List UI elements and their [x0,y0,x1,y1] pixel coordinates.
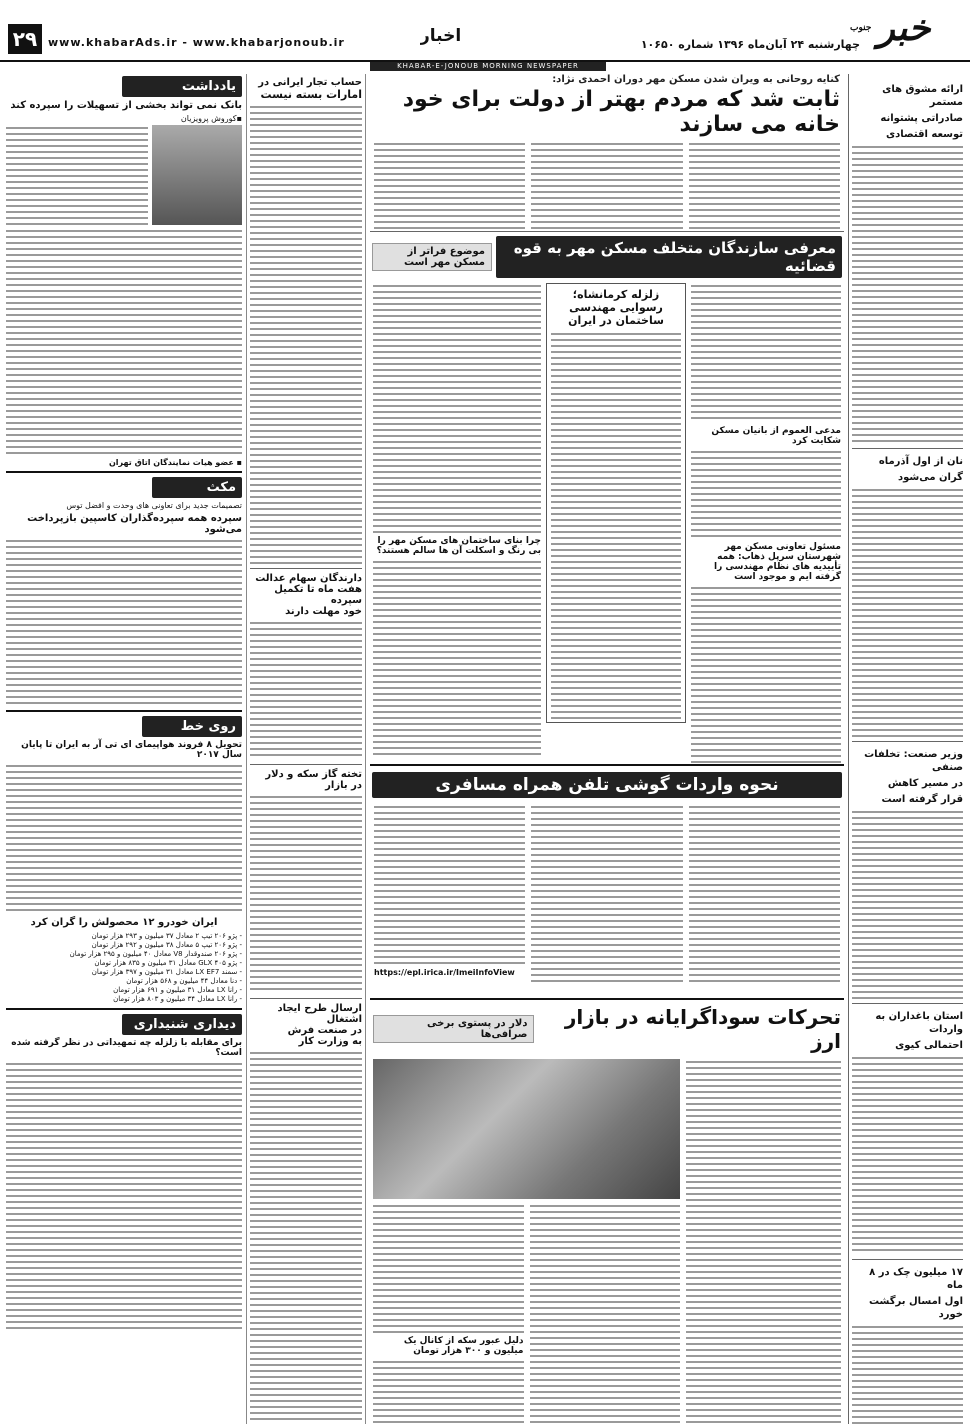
article-text [374,804,525,968]
article-text [6,1061,242,1331]
article-text [373,283,541,533]
mehr-story [370,234,844,766]
right-headline-8: قرار گرفته است [881,794,963,805]
maks-label: مکث [152,477,242,498]
logo-text: خبر [877,7,931,49]
right-headline-1: ارائه مشوق های مستمر [882,84,963,108]
article-text [373,1203,524,1333]
section-title: اخبار [420,26,462,46]
yaddasht-label: یادداشت [122,76,242,97]
masthead-english: KHABAR-E-JONOUB MORNING NEWSPAPER [370,62,606,71]
mehr-tag: موضوع فراتر از مسکن مهر است [372,243,492,271]
maks-title: سپرده همه سپرده‌گذاران کاسپین بازپرداخت می‌شود [27,513,242,535]
price-item: - رانا LX معادل ۳۴ میلیون و ۸۰۳ هزار تومان [113,995,242,1003]
phone-story [370,770,844,1000]
article-text [689,141,840,232]
mehr-sub-2: مسئول تعاونی مسکن مهر شهرستان سرپل ذهاب: همه تأییدیه های نظام مهندسی را گرفته ایم و موجود است [714,542,841,582]
article-text [250,1050,362,1424]
article-text [373,559,541,759]
mid-title-1: حساب تجار ایرانی در [258,77,362,88]
page-number: ۲۹ [8,24,42,54]
rookhat-label: روی خط [142,716,242,737]
price-item: - دنا معادل ۴۴ میلیون و ۵۶۸ هزار تومان [126,977,242,985]
mid-title-8: ارسال طرح ایجاد اشتغال [277,1003,362,1025]
mehr-sub-3: چرا بنای ساختمان های مسکن مهر را بی رنگ و اسکلت آن ها سالم هستند؟ [376,536,541,556]
forex-story [370,1002,844,1424]
mehr-banner: معرفی سازندگان متخلف مسکن مهر به قوه قضائیه [496,236,842,278]
yaddasht-title: بانک نمی تواند بخشی از تسهیلات را سپرده کند [10,100,242,111]
right-headline-11: احتمالی کیوی [895,1040,963,1051]
right-headline-6: وزیر صنعت: تخلفات صنفی [864,749,963,773]
author-photo [152,125,242,225]
price-item: - رانا LX معادل ۳۱ میلیون و ۶۹۱ هزار تومان [113,986,242,994]
article-text [374,141,525,232]
right-headline-13: اول امسال برگشت خورد [868,1296,963,1320]
article-text [531,804,682,984]
right-column [848,74,966,1424]
article-text [852,487,963,737]
article-text [531,141,682,232]
mid-title-2: امارات بسته نیست [260,88,362,101]
mid-title-7: در بازار [325,780,362,791]
article-text [689,804,840,984]
price-list [6,932,242,1004]
website-url[interactable]: www.khabarAds.ir - www.khabarjonoub.ir [48,36,345,49]
yaddasht-author: ▪کوروش پرویزیان [180,114,242,123]
didari-label: دیداری شنیداری [122,1014,242,1035]
mid-title-4: هفت ماه تا تکمیل سپرده [274,584,362,606]
middle-column [246,74,366,1424]
forex-tag: دلار در پستوی برخی صرافی‌ها [373,1015,534,1043]
article-text [852,1055,963,1255]
right-headline-12: ۱۷ میلیون چک در ۸ ماه [869,1267,963,1291]
price-item: - پژو ۲۰۶ صندوقدار V8 معادل ۴۰ میلیون و ۲۹۵ هزار تومان [69,950,242,958]
dateline: چهارشنبه ۲۴ آبان‌ماه ۱۳۹۶ شماره ۱۰۶۵۰ [640,38,860,51]
lead-kicker: کنایه روحانی به ویران شدن مسکن مهر دوران احمدی نژاد: [552,74,840,85]
mid-title-9: در صنعت فرش [287,1025,362,1036]
article-text [852,809,963,999]
masthead [0,0,970,62]
yaddasht-signoff: ▪ عضو هیات نمایندگان اتاق تهران [108,458,242,467]
article-text [250,104,362,564]
phone-url[interactable]: https://epl.irica.ir/ImeiInfoView [374,968,515,977]
currency-photo [373,1059,680,1199]
article-text [373,1359,524,1424]
article-text [691,283,841,423]
newspaper-logo [846,4,962,54]
price-item: - پژو ۴۰۵ GLX معادل ۳۱ میلیون و ۸۳۵ هزار تومان [94,959,242,967]
lead-story [370,72,844,232]
mid-title-10: به وزارت کار [298,1036,362,1047]
right-headline-5: گران می‌شود [897,472,963,483]
article-text [852,1324,963,1424]
right-headline-3: توسعه اقتصادی [885,129,963,140]
logo-sub: جنوب [850,23,872,33]
mid-title-6: تخته گاز سکه و دلار [265,769,362,780]
box-title-2: رسوایی مهندسی ساختمان در ایران [568,301,664,327]
article-text [691,449,841,539]
phone-banner: نحوه واردات گوشی تلفن همراه مسافری [372,772,842,798]
right-headline-7: در مسیر کاهش [887,778,963,789]
maks-subtitle: تصمیمات جدید برای تعاونی های وحدت و افضل توس [66,501,242,510]
article-text [250,620,362,760]
article-text [6,228,242,458]
right-headline-2: صادراتی پشتوانه [880,113,963,124]
rookhat-title-2: ایران خودرو ۱۲ محصولش را گران کرد [30,917,218,928]
left-column [4,74,244,1424]
rookhat-title: تحویل ۸ فروند هواپیمای ای تی آر به ایران تا پایان سال ۲۰۱۷ [21,740,242,760]
article-text [530,1203,681,1424]
forex-title: تحرکات سوداگرایانه در بازار ارز [564,1005,841,1053]
article-text [6,763,242,913]
didari-title: برای مقابله با زلزله چه تمهیداتی در نظر گرفته شده است؟ [11,1038,242,1058]
article-text [686,1059,841,1424]
mid-title-3: دارندگان سهام عدالت [255,573,362,584]
mid-title-5: خود مهلت دارند [285,606,362,617]
article-text [691,585,841,766]
article-text [852,144,963,444]
article-text [6,538,242,706]
mehr-sub-1: مدعی العموم از بانیان مسکن شکایت کرد [711,426,841,446]
forex-sub: دلیل عبور سکه از کانال یک میلیون و ۳۰۰ هزار تومان [403,1336,524,1356]
lead-title: ثابت شد که مردم بهتر از دولت برای خود خانه می سازند [402,87,840,137]
price-item: - پژو ۲۰۶ تیپ ۲ معادل ۳۷ میلیون و ۲۹۳ هزار تومان [91,932,242,940]
article-text [551,331,681,721]
article-text [250,794,362,994]
right-headline-4: نان از اول آذرماه [878,456,963,467]
price-item: - پژو ۲۰۶ تیپ ۵ معادل ۳۸ میلیون و ۲۹۲ هزار تومان [91,941,242,949]
price-item: - سمند LX EF7 معادل ۳۱ میلیون و ۳۹۷ هزار تومان [91,968,242,976]
box-title-1: زلزله کرمانشاه؛ [572,288,660,301]
right-headline-10: استان باغداران به واردات [875,1011,963,1035]
article-text [6,125,148,225]
